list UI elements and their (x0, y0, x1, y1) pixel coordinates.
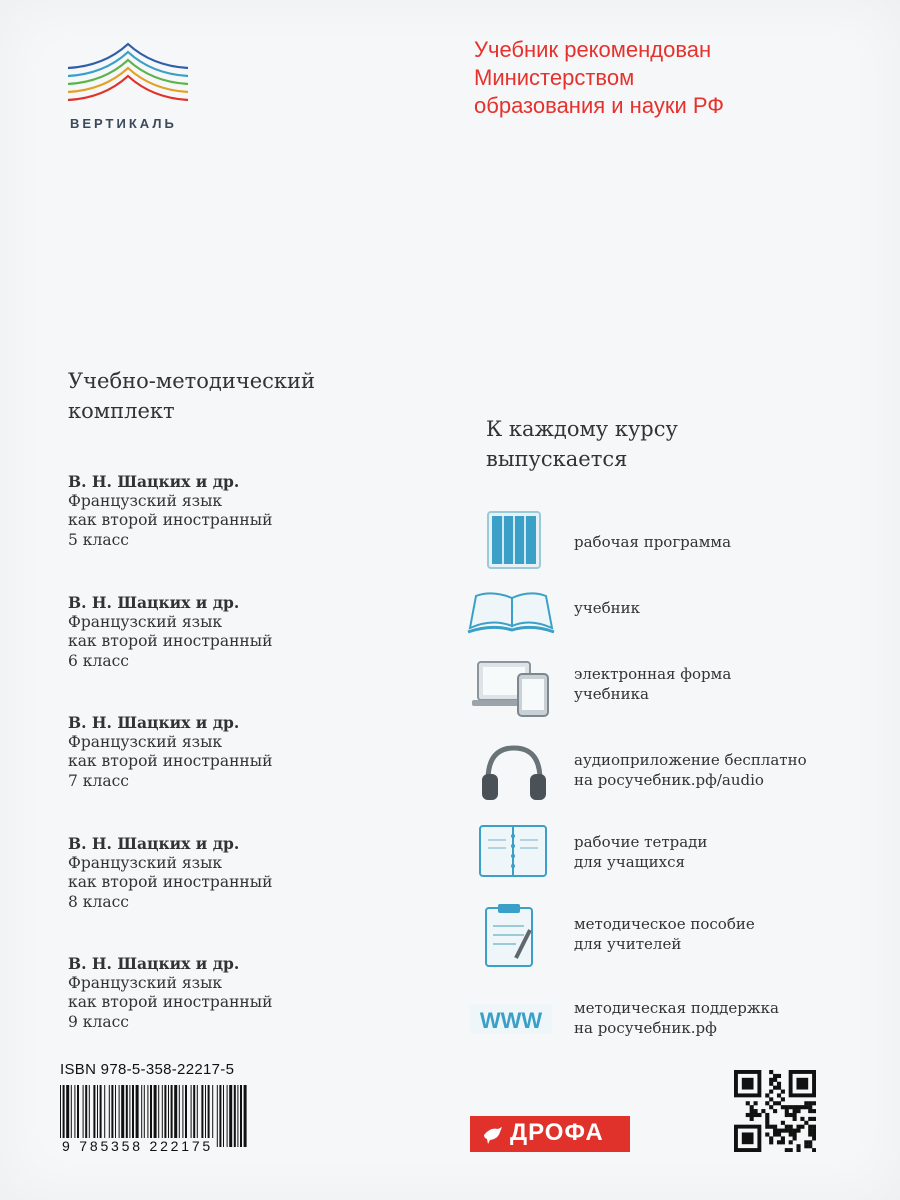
resource-label-line: на росучебник.рф/audio (574, 771, 764, 789)
book-line: как второй иностранный (68, 752, 273, 770)
resource-textbook (466, 584, 866, 654)
kit-heading-line: Учебно-методический (68, 369, 316, 393)
resource-label (574, 532, 731, 552)
book-grade: 5 класс (68, 530, 129, 549)
resource-label (574, 914, 755, 954)
book-grade: 8 класс (68, 892, 129, 911)
book-author: В. Н. Шацких и др. (68, 713, 240, 732)
resource-label-line: методическая поддержка (574, 999, 779, 1017)
resource-workbooks (466, 822, 866, 892)
book-line: Французский язык (68, 732, 223, 751)
open-book-icon (466, 584, 556, 648)
resource-web-support (466, 988, 866, 1058)
resource-label-line: для учащихся (574, 853, 685, 871)
book-line: Французский язык (68, 491, 223, 510)
barcode-digits: 9 785358 222175 (62, 1138, 213, 1154)
resource-label-line: методическое пособие (574, 915, 755, 933)
book-entry-grade-7 (68, 713, 368, 791)
book-line: как второй иностранный (68, 993, 273, 1011)
book-entry-grade-9 (68, 954, 368, 1032)
headphones-icon (466, 740, 556, 804)
vertikal-logo (64, 38, 194, 138)
drofa-bird-icon (482, 1123, 504, 1145)
resource-label-line: электронная форма (574, 665, 732, 683)
drofa-logo (470, 1116, 630, 1152)
book-author: В. Н. Шацких и др. (68, 954, 240, 973)
resource-label (574, 832, 707, 872)
kit-heading-line: комплект (68, 399, 175, 423)
book-entry-grade-8 (68, 834, 368, 912)
resource-label-line: учебника (574, 685, 649, 703)
kit-heading (68, 366, 315, 426)
drofa-name: ДРОФА (510, 1119, 604, 1146)
www-icon (466, 988, 556, 1052)
book-line: как второй иностранный (68, 873, 273, 891)
resource-e-textbook (466, 658, 866, 728)
book-line: как второй иностранный (68, 632, 273, 650)
course-heading-line: выпускается (486, 447, 628, 471)
recommendation-line: образования и науки РФ (474, 93, 724, 118)
logo-text: ВЕРТИКАЛЬ (70, 116, 177, 131)
book-line: Французский язык (68, 612, 223, 631)
book-grade: 6 класс (68, 651, 129, 670)
qr-code-icon (734, 1070, 816, 1152)
resource-label-line: учебник (574, 599, 641, 617)
course-heading-line: К каждому курсу (486, 417, 678, 441)
resource-teacher-guide (466, 904, 866, 974)
notebook-icon (466, 822, 556, 886)
devices-icon (466, 658, 556, 722)
book-entry-grade-6 (68, 593, 368, 671)
resource-label (574, 664, 731, 704)
book-author: В. Н. Шацких и др. (68, 593, 240, 612)
recommendation-line: Министерством (474, 65, 635, 90)
isbn-text: ISBN 978-5-358-22217-5 (60, 1061, 235, 1078)
resource-label-line: рабочие тетради (574, 833, 708, 851)
book-author: В. Н. Шацких и др. (68, 472, 240, 491)
book-grade: 7 класс (68, 771, 129, 790)
resource-label-line: на росучебник.рф (574, 1019, 717, 1037)
resource-label (574, 750, 807, 790)
resource-label-line: рабочая программа (574, 533, 732, 551)
book-grade: 9 класс (68, 1012, 129, 1031)
book-line: Французский язык (68, 853, 223, 872)
resource-label (574, 998, 779, 1038)
book-line: Французский язык (68, 973, 223, 992)
resource-label (574, 598, 640, 618)
qr-code (734, 1070, 816, 1152)
recommendation-line: Учебник рекомендован (474, 37, 712, 62)
resource-label-line: аудиоприложение бесплатно (574, 751, 807, 769)
vertikal-arcs-icon (64, 38, 194, 118)
ministry-recommendation (474, 36, 854, 120)
book-author: В. Н. Шацких и др. (68, 834, 240, 853)
resource-work-program (466, 510, 866, 580)
clipboard-icon (466, 904, 556, 968)
resource-label-line: для учителей (574, 935, 682, 953)
www-icon-text: WWW (479, 1008, 543, 1033)
book-line: как второй иностранный (68, 511, 273, 529)
program-binder-icon (466, 510, 556, 574)
resource-audio (466, 740, 866, 810)
course-heading (486, 414, 678, 474)
book-entry-grade-5 (68, 472, 368, 550)
